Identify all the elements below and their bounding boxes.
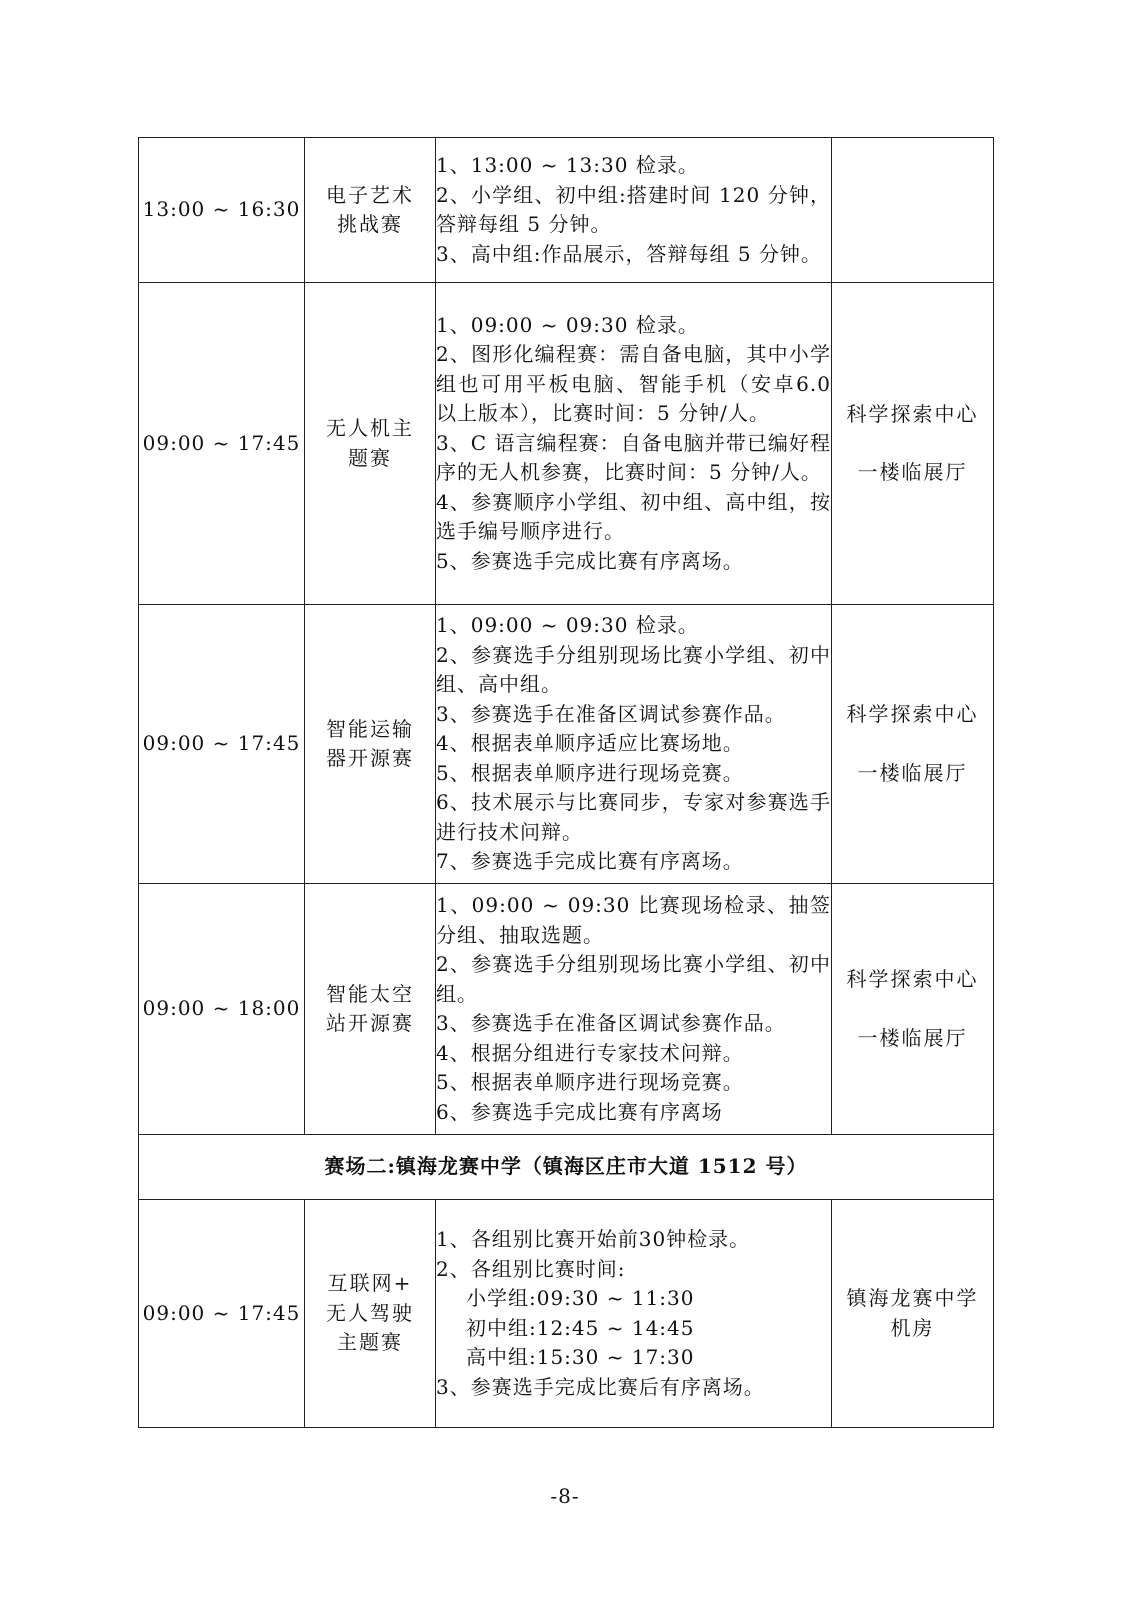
description-cell: 1、13:00 ~ 13:30 检录。 2、小学组、初中组:搭建时间 120 分钟，答辩每组 5 分钟。 3、高中组:作品展示，答辩每组 5 分钟。 bbox=[436, 138, 832, 283]
description-cell: 1、09:00 ~ 09:30 检录。 2、图形化编程赛：需自备电脑，其中小学组也可用平板电脑、智能手机（安卓6.0 以上版本），比赛时间：5 分钟/人。 3、C 语言编程赛：自备电脑并带已编好程序的无人机参赛，比赛时间：5 分钟/人。 4、参赛顺序小学组、初中组、高中组，按选手编号顺序进行。 5、参赛选手完成比赛有序离场。 bbox=[436, 283, 832, 605]
time-cell: 09:00 ~ 18:00 bbox=[139, 884, 305, 1135]
table-row bbox=[139, 884, 994, 1135]
section-header-row bbox=[139, 1135, 994, 1200]
event-name-cell: 无人机主 题赛 bbox=[305, 283, 436, 605]
description-cell: 1、各组别比赛开始前30钟检录。 2、各组别比赛时间: 小学组:09:30 ~ 11:30 初中组:12:45 ~ 14:45 高中组:15:30 ~ 17:30 3、参赛选手完成比赛后有序离场。 bbox=[436, 1200, 832, 1428]
event-name-cell: 电子艺术 挑战赛 bbox=[305, 138, 436, 283]
table-row bbox=[139, 138, 994, 283]
time-cell: 09:00 ~ 17:45 bbox=[139, 605, 305, 884]
page-number: -8- bbox=[550, 1484, 580, 1508]
location-cell: 镇海龙赛中学 机房 bbox=[832, 1200, 994, 1428]
location-cell: 科学探索中心 一楼临展厅 bbox=[832, 884, 994, 1135]
event-name-cell: 智能运输 器开源赛 bbox=[305, 605, 436, 884]
location-cell: 科学探索中心 一楼临展厅 bbox=[832, 283, 994, 605]
table-row bbox=[139, 605, 994, 884]
event-name-cell: 智能太空 站开源赛 bbox=[305, 884, 436, 1135]
location-cell bbox=[832, 138, 994, 283]
description-cell: 1、09:00 ~ 09:30 比赛现场检录、抽签分组、抽取选题。 2、参赛选手分组别现场比赛小学组、初中组。 3、参赛选手在准备区调试参赛作品。 4、根据分组进行专家技术问辩。 5、根据表单顺序进行现场竞赛。 6、参赛选手完成比赛有序离场 bbox=[436, 884, 832, 1135]
table-row bbox=[139, 1200, 994, 1428]
time-cell: 09:00 ~ 17:45 bbox=[139, 283, 305, 605]
table-row bbox=[139, 283, 994, 605]
location-cell: 科学探索中心 一楼临展厅 bbox=[832, 605, 994, 884]
event-name-cell: 互联网+ 无人驾驶 主题赛 bbox=[305, 1200, 436, 1428]
description-cell: 1、09:00 ~ 09:30 检录。 2、参赛选手分组别现场比赛小学组、初中组、高中组。 3、参赛选手在准备区调试参赛作品。 4、根据表单顺序适应比赛场地。 5、根据表单顺序进行现场竞赛。 6、技术展示与比赛同步，专家对参赛选手进行技术问辩。 7、参赛选手完成比赛有序离场。 bbox=[436, 605, 832, 884]
venue-section-header: 赛场二:镇海龙赛中学（镇海区庄市大道 1512 号） bbox=[139, 1135, 994, 1200]
time-cell: 09:00 ~ 17:45 bbox=[139, 1200, 305, 1428]
time-cell: 13:00 ~ 16:30 bbox=[139, 138, 305, 283]
schedule-table bbox=[138, 137, 994, 1428]
